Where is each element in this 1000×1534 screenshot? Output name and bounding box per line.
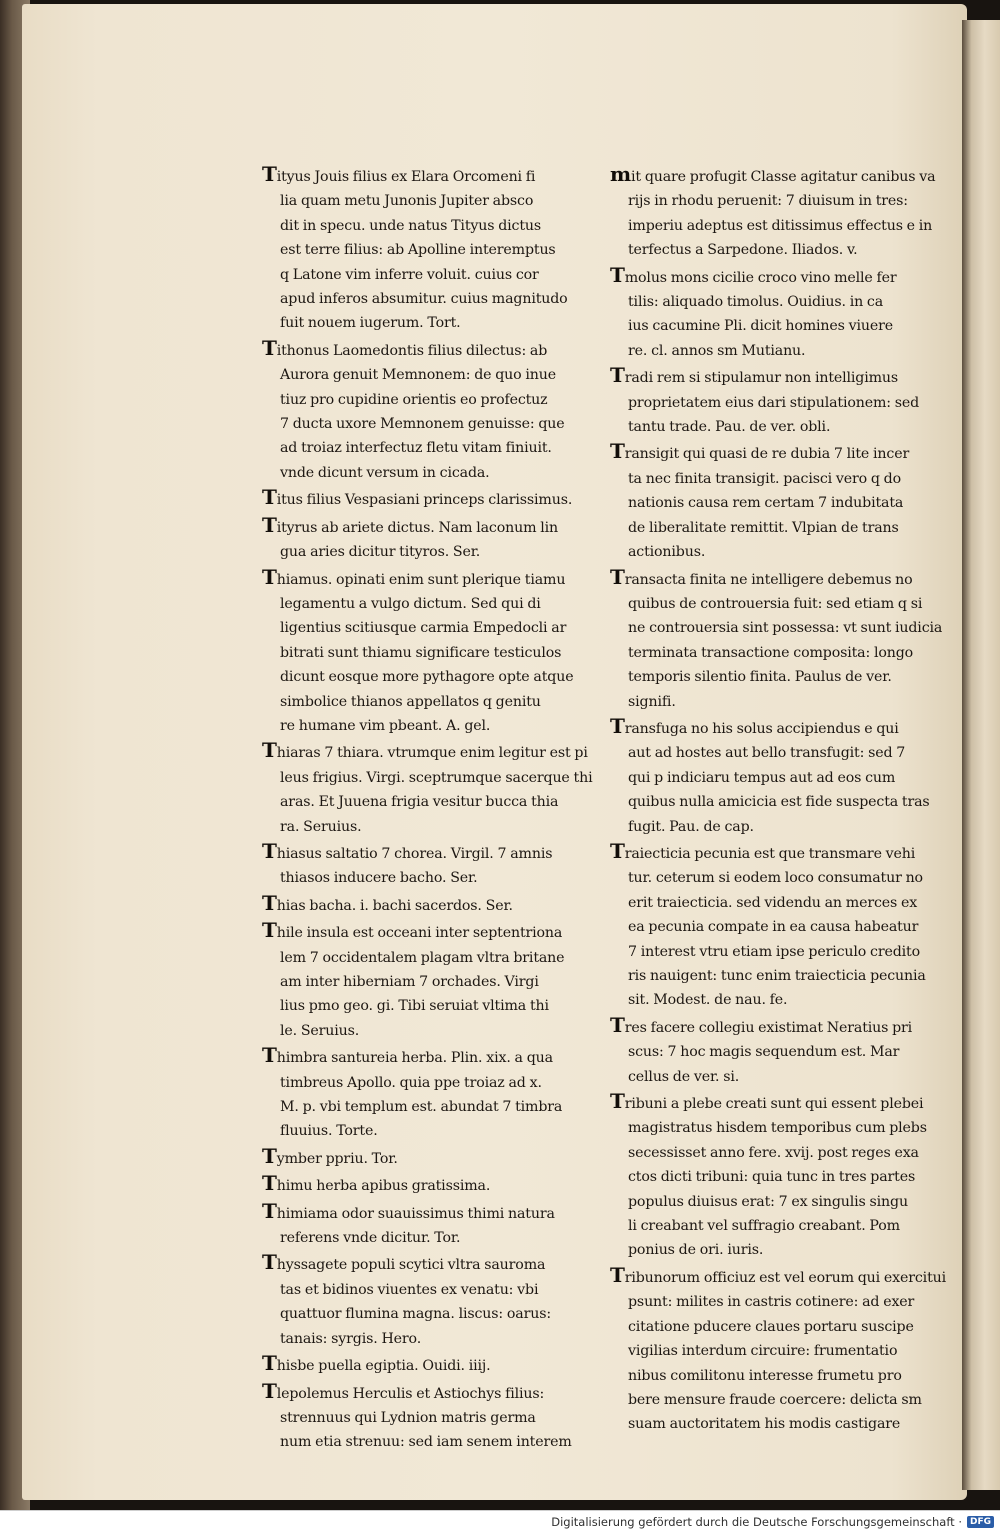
entry-line: fuit nouem iugerum. Tort. bbox=[280, 315, 461, 332]
lexicon-entry bbox=[262, 738, 593, 839]
entry-line: leus frigius. Virgi. sceptrumque sacerque thi bbox=[280, 769, 593, 786]
entry-headline: Tityrus ab ariete dictus. Nam laconum lin bbox=[262, 512, 559, 537]
entry-headline: Thile insula est occeani inter septentriona bbox=[262, 918, 563, 943]
lexicon-entry bbox=[262, 1250, 570, 1351]
entry-headline: Tribunorum officiuz est vel eorum qui exercitui bbox=[610, 1262, 946, 1287]
lexicon-entry bbox=[262, 162, 570, 336]
entry-line: referens vnde dicitur. Tor. bbox=[280, 1230, 461, 1247]
entry-line: ea pecunia compate in ea causa habeatur bbox=[628, 919, 919, 936]
entry-line: re humane vim pbeant. A. gel. bbox=[280, 717, 491, 734]
entry-line: ra. Seruius. bbox=[280, 818, 362, 835]
lexicon-entry bbox=[610, 564, 943, 714]
entry-line: am inter hiberniam 7 orchades. Virgi bbox=[280, 974, 539, 990]
funding-note: Digitalisierung gefördert durch die Deutsche Forschungsgemeinschaft · bbox=[551, 1515, 962, 1529]
entry-line: vnde dicunt versum in cicada. bbox=[280, 464, 490, 481]
entry-line: gua aries dicitur tityros. Ser. bbox=[280, 544, 481, 561]
lexicon-entry bbox=[262, 918, 570, 1043]
entry-line: ne controuersia sint possessa: vt sunt iudicia bbox=[628, 620, 943, 637]
entry-headline: Tribuni a plebe creati sunt qui essent plebei bbox=[610, 1089, 924, 1114]
lexicon-entry bbox=[610, 363, 920, 439]
entry-line: simbolice thianos appellatos q genitu bbox=[280, 693, 541, 710]
entry-line: timbreus Apollo. quia ppe troiaz ad x. bbox=[280, 1074, 542, 1091]
entry-line: nationis causa rem certam 7 indubitata bbox=[628, 495, 904, 512]
entry-line: ius cacumine Pli. dicit homines viuere bbox=[628, 318, 893, 335]
entry-line: qui p indiciaru tempus aut ad eos cum bbox=[628, 769, 896, 786]
entry-line: imperiu adeptus est ditissimus effectus e in bbox=[628, 217, 933, 234]
entry-line: lem 7 occidentalem plagam vltra britane bbox=[280, 949, 565, 966]
entry-line: 7 interest vtru etiam ipse periculo credito bbox=[628, 943, 920, 960]
entry-line: dit in specu. unde natus Tityus dictus bbox=[280, 217, 541, 234]
entry-line: bere mensure fraude coercere: delicta sm bbox=[628, 1391, 922, 1408]
lexicon-entry bbox=[610, 713, 930, 839]
entry-line: ligentius scitiusque carmia Empedocli ar bbox=[280, 620, 567, 637]
entry-line: vigilias interdum circuire: frumentatio bbox=[628, 1343, 898, 1360]
entry-headline: Thias bacha. i. bachi sacerdos. Ser. bbox=[262, 890, 513, 915]
entry-headline: Thimbra santureia herba. Plin. xix. a qua bbox=[262, 1043, 553, 1068]
entry-line: psunt: milites in castris cotinere: ad exer bbox=[628, 1294, 915, 1311]
entry-line: quattuor flumina magna. liscus: oarus: bbox=[280, 1306, 551, 1323]
entry-headline: Transigit qui quasi de re dubia 7 lite incer bbox=[610, 439, 910, 464]
entry-line: 7 ducta uxore Memnonem genuisse: que bbox=[280, 416, 565, 433]
lexicon-entry bbox=[610, 162, 936, 263]
right-text-column bbox=[610, 162, 946, 1437]
entry-line: bitrati sunt thiamu significare testiculos bbox=[280, 644, 562, 661]
entry-line: tilis: aliquado timolus. Ouidius. in ca bbox=[628, 294, 884, 311]
entry-headline: Tithonus Laomedontis filius dilectus: ab bbox=[262, 335, 548, 360]
entry-line: tiuz pro cupidine orientis eo profectuz bbox=[280, 391, 548, 408]
entry-headline: Tradi rem si stipulamur non intelligimus bbox=[610, 363, 899, 388]
lexicon-entry bbox=[262, 485, 573, 512]
entry-line: scus: 7 hoc magis sequendum est. Mar bbox=[628, 1044, 900, 1061]
lexicon-entry bbox=[262, 1144, 570, 1171]
entry-line: tas et bidinos viuentes ex venatu: vbi bbox=[280, 1281, 539, 1298]
entry-line: tantu trade. Pau. de ver. obli. bbox=[628, 419, 831, 436]
entry-headline: Thiasus saltatio 7 chorea. Virgil. 7 amnis bbox=[262, 838, 553, 863]
entry-line: re. cl. annos sm Mutianu. bbox=[628, 342, 806, 359]
entry-line: temporis silentio finita. Paulus de ver. bbox=[628, 669, 892, 686]
entry-line: de liberalitate remittit. Vlpian de trans bbox=[628, 519, 899, 536]
entry-line: lius pmo geo. gi. Tibi seruiat vltima thi bbox=[280, 998, 549, 1015]
entry-line: num etia strenuu: sed iam senem interem bbox=[280, 1434, 572, 1451]
entry-line: terfectus a Sarpedone. Iliados. v. bbox=[628, 242, 858, 259]
entry-line: quibus nulla amicicia est fide suspecta tras bbox=[628, 794, 930, 811]
entry-headline: Tityus Jouis filius ex Elara Orcomeni fi bbox=[262, 162, 536, 186]
entry-headline: Titus filius Vespasiani princeps clarissimus. bbox=[262, 485, 573, 510]
entry-line: ctos dicti tribuni: quia tunc in tres partes bbox=[628, 1169, 916, 1186]
entry-line: apud inferos absumitur. cuius magnitudo bbox=[280, 291, 568, 308]
lexicon-entry bbox=[610, 1012, 913, 1089]
dfg-logo: DFG bbox=[967, 1516, 994, 1528]
entry-line: terminata transactione composita: longo bbox=[628, 644, 914, 661]
lexicon-entry bbox=[262, 1351, 570, 1378]
lexicon-entry bbox=[262, 336, 570, 485]
entry-line: tanais: syrgis. Hero. bbox=[280, 1330, 422, 1347]
entry-headline: Tres facere collegiu existimat Neratius pri bbox=[610, 1012, 913, 1037]
lexicon-entry bbox=[610, 439, 910, 564]
entry-line: citatione pducere claues portaru suscipe bbox=[628, 1318, 914, 1335]
entry-headline: Thiaras 7 thiara. vtrumque enim legitur est pi bbox=[262, 738, 588, 763]
entry-headline: Transacta finita ne intelligere debemus no bbox=[610, 564, 913, 589]
entry-line: proprietatem eius dari stipulationem: sed bbox=[628, 394, 920, 411]
entry-line: rijs in rhodu peruenit: 7 diuisum in tres: bbox=[628, 193, 908, 210]
entry-line: thiasos inducere bacho. Ser. bbox=[280, 870, 478, 887]
lexicon-entry bbox=[262, 1171, 570, 1198]
entry-line: aras. Et Juuena frigia vesitur bucca thia bbox=[280, 794, 559, 811]
entry-headline: mit quare profugit Classe agitatur canibus va bbox=[610, 162, 936, 186]
entry-headline: Thisbe puella egiptia. Ouidi. iiij. bbox=[262, 1351, 491, 1376]
entry-line: signifi. bbox=[628, 693, 676, 710]
entry-line: Aurora genuit Memnonem: de quo inue bbox=[280, 367, 557, 384]
lexicon-entry bbox=[262, 1379, 570, 1455]
entry-line: lia quam metu Junonis Jupiter absco bbox=[280, 193, 534, 210]
entry-line: ta nec finita transigit. pacisci vero q do bbox=[628, 470, 901, 487]
lexicon-entry bbox=[610, 838, 926, 1013]
lexicon-entry bbox=[610, 1262, 946, 1437]
lexicon-entry bbox=[262, 1199, 570, 1251]
lexicon-entry bbox=[262, 564, 574, 739]
entry-headline: Traiecticia pecunia est que transmare vehi bbox=[610, 838, 916, 863]
lexicon-entry bbox=[262, 513, 570, 565]
entry-line: populus diuisus erat: 7 ex singulis singu bbox=[628, 1193, 908, 1210]
entry-line: tur. ceterum si eodem loco consumatur no bbox=[628, 870, 923, 887]
left-text-column bbox=[262, 162, 593, 1455]
next-page-edge bbox=[962, 20, 1000, 1490]
entry-line: le. Seruius. bbox=[280, 1022, 360, 1039]
entry-line: dicunt eosque more pythagore opte atque bbox=[280, 669, 574, 686]
lexicon-entry bbox=[610, 1089, 927, 1263]
entry-line: fugit. Pau. de cap. bbox=[628, 818, 754, 835]
lexicon-entry bbox=[610, 263, 905, 364]
entry-line: actionibus. bbox=[628, 544, 706, 561]
entry-line: erit traiecticia. sed videndu an merces ex bbox=[628, 894, 918, 911]
entry-line: sit. Modest. de nau. fe. bbox=[628, 992, 788, 1009]
entry-line: li creabant vel suffragio creabant. Pom bbox=[628, 1218, 900, 1235]
entry-line: magistratus hisdem temporibus cum plebs bbox=[628, 1120, 927, 1137]
entry-line: ris nauigent: tunc enim traiecticia pecunia bbox=[628, 968, 926, 984]
entry-line: est terre filius: ab Apolline interemptus bbox=[280, 242, 556, 259]
entry-line: cellus de ver. si. bbox=[628, 1068, 740, 1085]
entry-headline: Tymber ppriu. Tor. bbox=[262, 1143, 398, 1168]
entry-headline: Transfuga no his solus accipiendus e qui bbox=[610, 713, 899, 738]
entry-line: ad troiaz interfectuz fletu vitam finiuit. bbox=[280, 440, 552, 457]
lexicon-entry bbox=[262, 891, 570, 918]
entry-line: aut ad hostes aut bello transfugit: sed 7 bbox=[628, 745, 906, 762]
entry-headline: Thimiama odor suauissimus thimi natura bbox=[262, 1198, 555, 1223]
entry-headline: Tmolus mons cicilie croco vino melle fer bbox=[610, 262, 897, 287]
entry-line: strennuus qui Lydnion matris germa bbox=[280, 1409, 536, 1426]
lexicon-entry bbox=[262, 839, 570, 891]
entry-line: quibus de controuersia fuit: sed etiam q si bbox=[628, 595, 923, 612]
entry-line: fluuius. Torte. bbox=[280, 1123, 378, 1140]
entry-line: ponius de ori. iuris. bbox=[628, 1242, 764, 1259]
entry-headline: Tlepolemus Herculis et Astiochys filius: bbox=[262, 1378, 545, 1403]
entry-headline: Thyssagete populi scytici vltra sauroma bbox=[262, 1250, 546, 1275]
entry-headline: Thimu herba apibus gratissima. bbox=[262, 1171, 491, 1196]
entry-line: nibus comilitonu interesse frumetu pro bbox=[628, 1367, 902, 1384]
entry-headline: Thiamus. opinati enim sunt plerique tiamu bbox=[262, 564, 566, 589]
lexicon-entry bbox=[262, 1043, 570, 1144]
entry-line: q Latone vim inferre voluit. cuius cor bbox=[280, 266, 539, 283]
entry-line: M. p. vbi templum est. abundat 7 timbra bbox=[280, 1099, 563, 1116]
entry-line: secessisset anno fere. xvij. post reges exa bbox=[628, 1144, 919, 1161]
digitization-footer bbox=[0, 1510, 1000, 1534]
entry-line: suam auctoritatem his modis castigare bbox=[628, 1416, 901, 1433]
entry-line: legamentu a vulgo dictum. Sed qui di bbox=[280, 595, 541, 612]
